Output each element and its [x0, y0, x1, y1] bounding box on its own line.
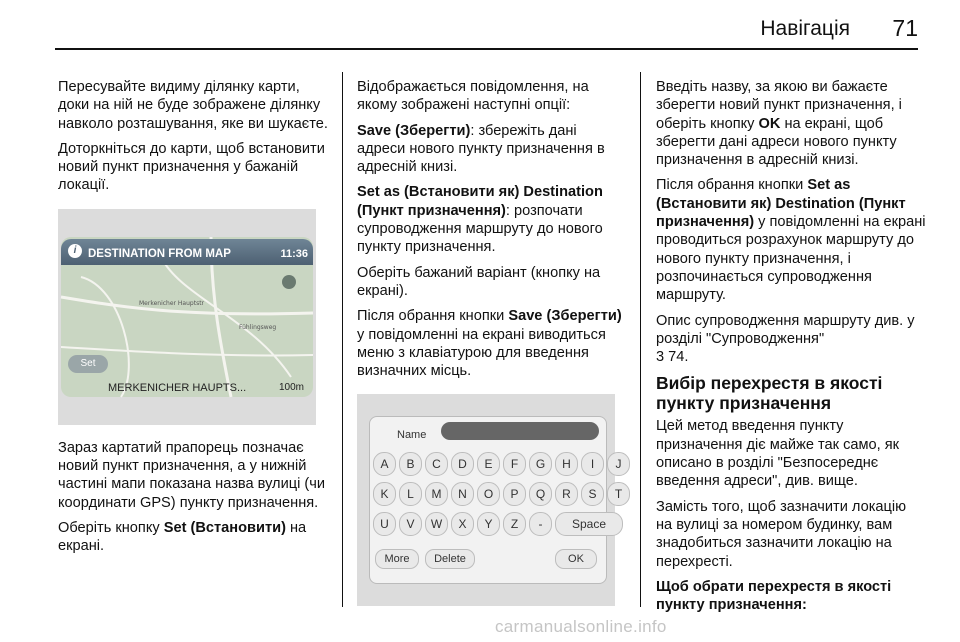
paragraph: Опис супроводження маршруту див. у розділі "Супроводження" 3 74. [656, 312, 915, 366]
keyboard-screenshot [357, 394, 623, 606]
paragraph: Оберіть бажаний варіант (кнопку на екрані). [357, 264, 601, 299]
keyboard-key[interactable]: M [425, 482, 448, 506]
paragraph: Save (Зберегти): збережіть дані адреси нового пункту призначення в адресній книзі. [357, 122, 605, 176]
paragraph: Set as (Встановити як) Destination (Пункт призначення): розпочати супроводження маршруту до нового пункту призначення. [357, 184, 603, 256]
keyboard-key[interactable]: X [451, 512, 474, 536]
keyboard-key[interactable]: D [451, 452, 474, 476]
keyboard-key[interactable]: Z [503, 512, 526, 536]
column-divider [342, 72, 343, 607]
map-street-label: Fühlingsweg [239, 323, 277, 331]
keyboard-key[interactable]: T [607, 482, 630, 506]
page-reference: 3 74. [656, 349, 689, 366]
keyboard-key[interactable]: O [477, 482, 500, 506]
paragraph: Замість того, щоб зазначити локацію на вулиці за номером будинку, вам знадобиться зазначити локацію на перехресті. [656, 498, 907, 570]
paragraph: Щоб обрати перехрестя в якості пункту призначення: [656, 578, 892, 614]
map-street-label: Merkenicher Hauptstr [139, 299, 205, 307]
keyboard-key[interactable]: F [503, 452, 526, 476]
keyboard-key[interactable]: Y [477, 512, 500, 536]
space-key[interactable]: Space [555, 512, 623, 536]
keyboard-key[interactable]: C [425, 452, 448, 476]
paragraph: Відображається повідомлення, на якому зображені наступні опції: [357, 79, 589, 114]
header-rule [55, 48, 918, 50]
keyboard-key[interactable]: J [607, 452, 630, 476]
keyboard-key[interactable]: - [529, 512, 552, 536]
keyboard-row [373, 512, 623, 536]
page-title: Навігація [760, 17, 850, 40]
compass-icon[interactable] [282, 275, 296, 289]
name-input[interactable] [441, 422, 599, 440]
column-divider [640, 72, 641, 607]
column-2 [357, 78, 627, 606]
paragraph: Після обрання кнопки Save (Зберегти) у повідомленні на екрані виводиться меню з клавіатурою для введення визначних місць. [357, 308, 622, 380]
section-heading: Вибір перехрестя в якості пункту призначення [656, 373, 883, 414]
ok-button[interactable]: OK [555, 549, 597, 569]
delete-button[interactable]: Delete [425, 549, 475, 569]
map-scale: 100m [278, 381, 304, 393]
info-icon[interactable]: i [68, 244, 82, 258]
map-screenshot [58, 209, 316, 425]
keyboard-key[interactable]: Q [529, 482, 552, 506]
page-header [0, 0, 960, 48]
column-3 [656, 78, 926, 621]
set-label: Set (Встановити) [163, 519, 286, 536]
watermark: carmanualsonline.info [495, 617, 667, 636]
keyboard-key[interactable]: R [555, 482, 578, 506]
paragraph: Цей метод введення пункту призначення діє майже так само, як описано в розділі "Безпосереднє введення адреси", див. вище. [656, 418, 900, 490]
keyboard-key[interactable]: S [581, 482, 604, 506]
keyboard-key[interactable]: B [399, 452, 422, 476]
column-1 [58, 78, 328, 563]
paragraph: Після обрання кнопки Set as (Встановити як) Destination (Пункт призначення) у повідомленні на екрані проводиться розрахунок маршруту до нового пункту призначення, і розпочинається супроводження маршруту. [656, 177, 926, 304]
paragraph: Пересувайте видиму ділянку карти, доки на ній не буде зображене ділянку навколо розташування, яке ви шукаєте. [58, 79, 328, 132]
paragraph: Введіть назву, за якою ви бажаєте зберегти новий пункт призначення, і оберіть кнопку OK на екрані, щоб зберегти дані адреси нового пункту призначення в адресній книзі. [656, 79, 902, 169]
paragraph: Доторкніться до карти, щоб встановити новий пункт призначення у бажаній локації. [58, 140, 325, 194]
keyboard-key[interactable]: A [373, 452, 396, 476]
more-button[interactable]: More [375, 549, 419, 569]
keyboard-key[interactable]: G [529, 452, 552, 476]
keyboard-key[interactable]: P [503, 482, 526, 506]
keyboard-row [373, 452, 630, 476]
keyboard-key[interactable]: W [425, 512, 448, 536]
page-number: 71 [892, 15, 918, 41]
keyboard-key[interactable]: H [555, 452, 578, 476]
keyboard-key[interactable]: E [477, 452, 500, 476]
keyboard-key[interactable]: L [399, 482, 422, 506]
keyboard-key[interactable]: V [399, 512, 422, 536]
street-name: MERKENICHER HAUPTS... [108, 381, 247, 394]
clock: 11:36 [280, 247, 308, 260]
keyboard-key[interactable]: K [373, 482, 396, 506]
keyboard-row [373, 482, 630, 506]
keyboard-key[interactable]: I [581, 452, 604, 476]
map-title: DESTINATION FROM MAP [88, 247, 231, 260]
keyboard-key[interactable]: U [373, 512, 396, 536]
paragraph: Зараз картатий прапорець позначає новий пункт призначення, а у нижній частині мапи показана назва вулиці (чи координати GPS) пункту призначення. [58, 439, 325, 511]
name-label: Name [397, 429, 427, 442]
paragraph: Оберіть кнопку Set (Встановити) на екрані. [58, 519, 307, 555]
set-button[interactable]: Set [68, 355, 108, 373]
keyboard-key[interactable]: N [451, 482, 474, 506]
